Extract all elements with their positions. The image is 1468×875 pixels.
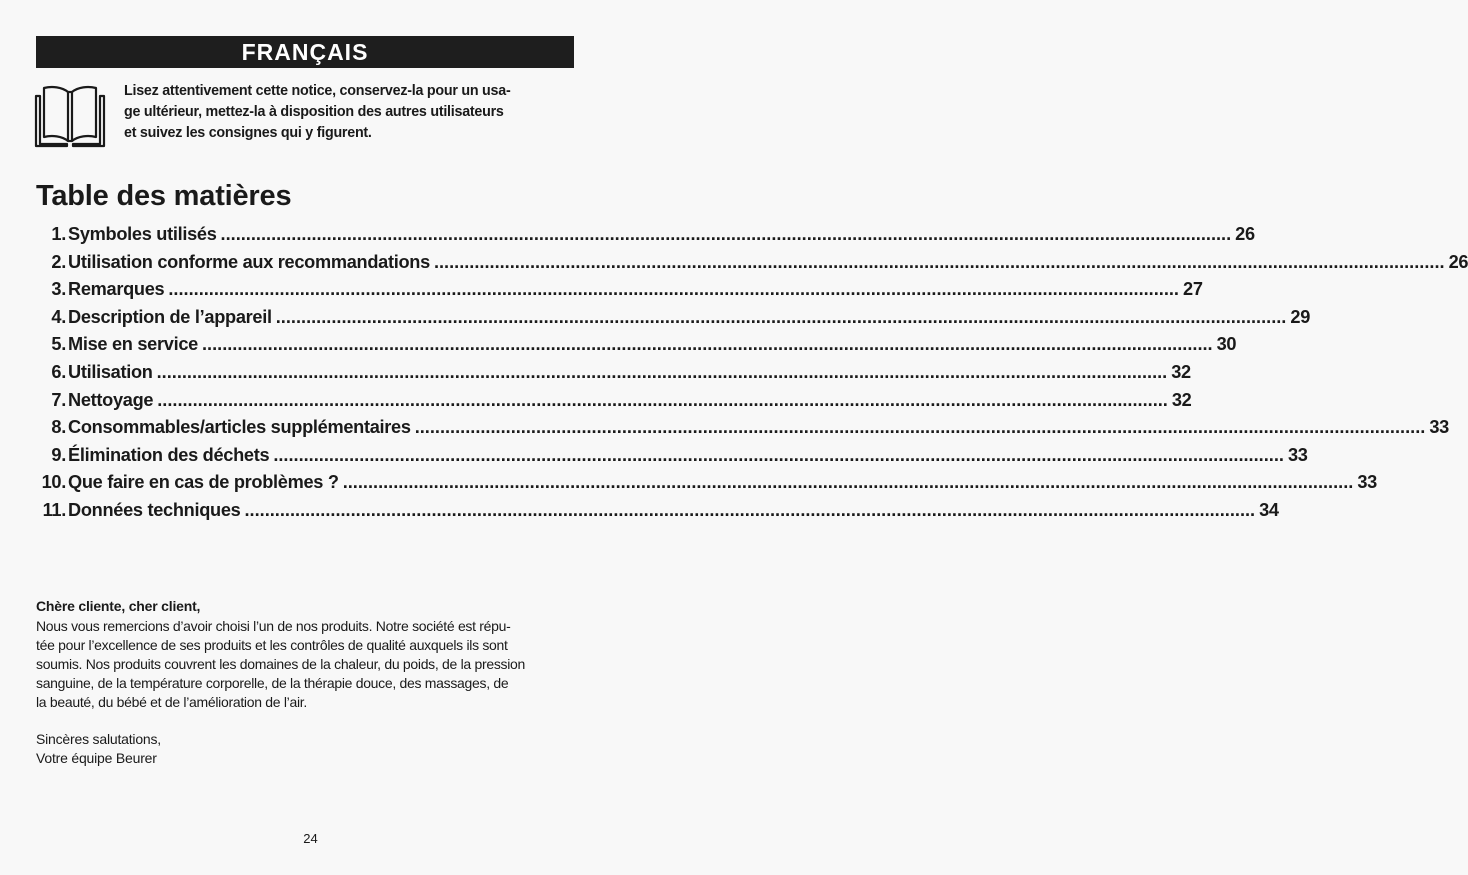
toc-leader: ........................................................................................................................................................................................................ [156,361,1168,382]
toc-entry[interactable] [36,361,1191,390]
toc-entry[interactable] [36,306,1311,335]
book-icon [34,84,106,148]
greeting-line: la beauté, du bébé et de l’amélioration de l’air. [36,694,307,710]
toc-leader: ........................................................................................................................................................................................................ [342,472,1354,493]
greeting-line: Nous vous remercions d’avoir choisi l’un de nos produits. Notre société est répu- [36,618,511,634]
closing-line: Sincères salutations, [36,731,161,747]
table-of-contents [36,224,1468,528]
greeting-title: Chère cliente, cher client, [36,598,201,614]
toc-number: 11. [42,499,66,520]
closing [36,730,161,768]
toc-entry[interactable] [36,279,1203,307]
toc-number: 4. [51,306,66,327]
toc-page: 32 [1171,361,1191,382]
language-header [36,36,574,68]
toc-number: 2. [51,251,66,272]
greeting-line: soumis. Nos produits couvrent les domaines de la chaleur, du poids, de la pression [36,656,526,672]
language-label: FRANÇAIS [241,38,369,65]
greeting-line: sanguine, de la température corporelle, de la thérapie douce, des massages, de [36,675,509,691]
greeting-line: tée pour l’excellence de ses produits et les contrôles de qualité auxquels ils sont [36,637,508,653]
toc-page: 29 [1290,306,1311,327]
toc-entry[interactable] [36,444,1308,473]
toc-label: Description de l’appareil [68,306,272,327]
toc-entry[interactable] [36,224,1255,252]
toc-label: Utilisation [68,361,153,382]
closing-line: Votre équipe Beurer [36,750,157,766]
toc-entry[interactable] [36,417,1449,445]
notice-line: et suivez les consignes qui y figurent. [124,125,372,141]
toc-entry[interactable] [36,499,1279,528]
toc-leader: ........................................................................................................................................................................................................ [414,417,1426,438]
toc-leader: ........................................................................................................................................................................................................ [220,224,1232,244]
toc-page: 32 [1171,389,1192,410]
toc-leader: ........................................................................................................................................................................................................ [244,499,1256,520]
page-number: 24 [303,831,318,846]
toc-leader: ........................................................................................................................................................................................................ [168,279,1179,300]
notice-line: ge ultérieur, mettez-la à disposition des autres utilisateurs [124,104,504,120]
notice-line: Lisez attentivement cette notice, conservez-la pour un usa- [124,83,511,99]
toc-number: 6. [51,361,66,382]
toc-label: Remarques [68,279,165,300]
toc-label: Symboles utilisés [68,224,217,244]
toc-number: 10. [41,472,66,493]
toc-number: 8. [51,417,66,438]
toc-label: Utilisation conforme aux recommandations [68,251,430,272]
toc-number: 3. [51,279,66,300]
toc-page: 27 [1183,279,1203,300]
toc-page: 26 [1448,251,1468,272]
toc-entry[interactable] [36,389,1192,418]
toc-page: 30 [1216,334,1237,355]
toc-label: Données techniques [68,499,241,520]
toc-page: 33 [1429,417,1449,438]
toc-number: 5. [51,334,66,355]
toc-leader: ........................................................................................................................................................................................................ [275,306,1287,327]
toc-number: 7. [51,389,66,410]
toc-page: 34 [1259,499,1279,520]
toc-label: Consommables/articles supplémentaires [68,417,411,438]
toc-entry[interactable] [36,334,1237,362]
toc-label: Que faire en cas de problèmes ? [68,472,339,493]
toc-leader: ........................................................................................................................................................................................................ [273,444,1284,465]
toc-number: 1. [51,224,66,244]
notice-text [124,81,576,144]
toc-entry[interactable] [36,472,1377,500]
toc-label: Mise en service [68,334,198,355]
toc-leader: ........................................................................................................................................................................................................ [433,251,1445,272]
toc-label: Élimination des déchets [68,444,270,465]
toc-entry[interactable] [36,251,1468,280]
toc-leader: ........................................................................................................................................................................................................ [201,334,1213,355]
toc-leader: ........................................................................................................................................................................................................ [157,389,1168,410]
toc-page: 26 [1235,224,1255,244]
toc-page: 33 [1287,444,1308,465]
toc-page: 33 [1357,472,1377,493]
greeting-body [36,617,574,712]
toc-label: Nettoyage [68,389,154,410]
toc-number: 9. [51,444,66,465]
toc-title: Table des matières [36,180,292,212]
